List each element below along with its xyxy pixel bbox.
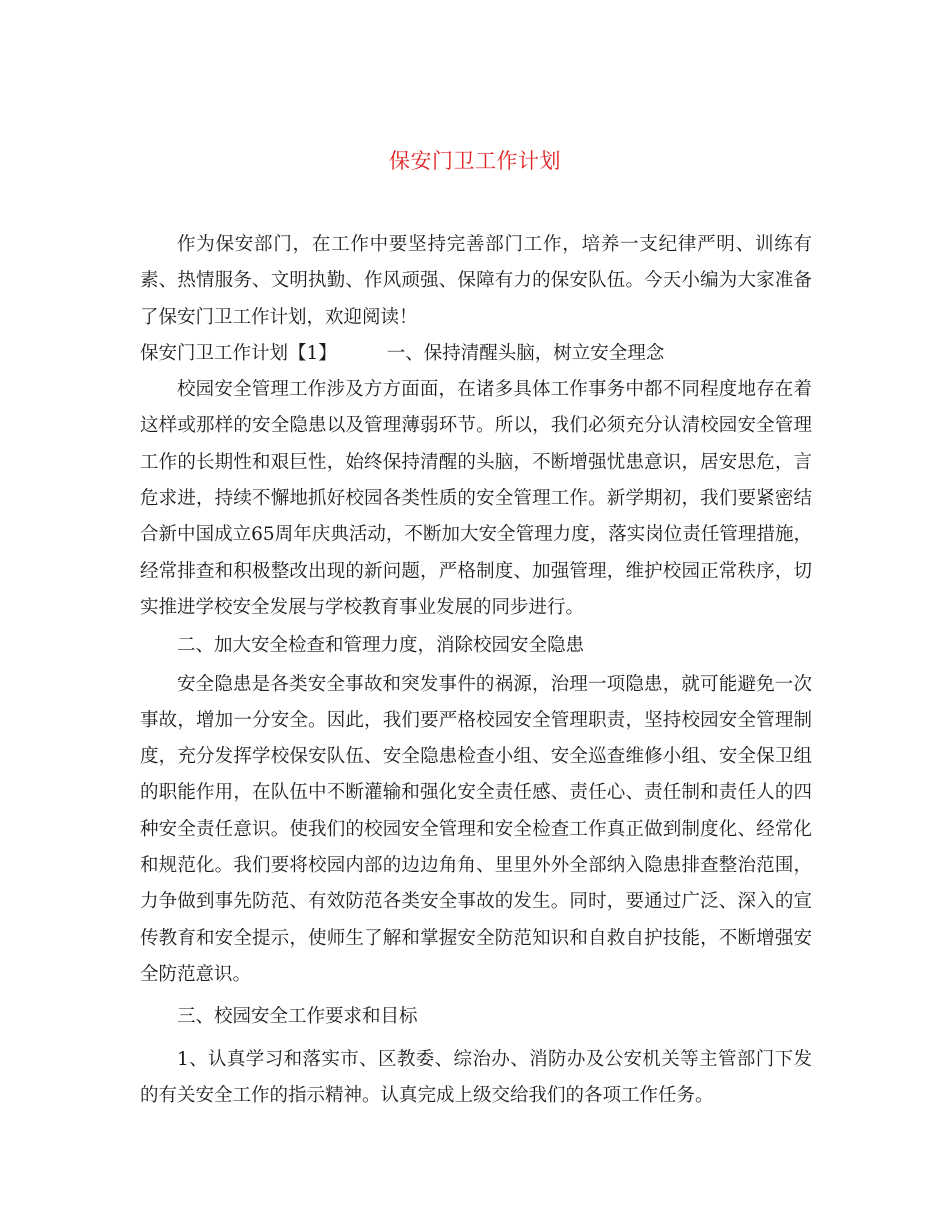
section1-paragraph: 校园安全管理工作涉及方方面面，在诸多具体工作事务中都不同程度地存在着这样或那样的安全隐患以及管理薄弱环节。所以，我们必须充分认清校园安全管理工作的长期性和艰巨性，始终保持清醒的头脑，不断增强忧患意识，居安思危，言危求进，持续不懈地抓好校园各类性质的安全管理工作。新学期初，我们要紧密结合新中国成立65周年庆典活动，不断加大安全管理力度，落实岗位责任管理措施，经常排查和积极整改出现的新问题，严格制度、加强管理，维护校园正常秩序，切实推进学校安全发展与学校教育事业发展的同步进行。 [140, 379, 812, 618]
section2-paragraph: 安全隐患是各类安全事故和突发事件的祸源，治理一项隐患，就可能避免一次事故，增加一分安全。因此，我们要严格校园安全管理职责，坚持校园安全管理制度，充分发挥学校保安队伍、安全隐患检查小组、安全巡查维修小组、安全保卫组的职能作用，在队伍中不断灌输和强化安全责任感、责任心、责任制和责任人的四种安全责任意识。使我们的校园安全管理和安全检查工作真正做到制度化、经常化和规范化。我们要将校园内部的边边角角、里里外外全部纳入隐患排查整治范围，力争做到事先防范、有效防范各类安全事故的发生。同时，要通过广泛、深入的宣传教育和安全提示，使师生了解和掌握安全防范知识和自救自护技能，不断增强安全防范意识。 [140, 673, 812, 985]
section3-item-1: 1、认真学习和落实市、区教委、综治办、消防办及公安机关等主管部门下发的有关安全工作的指示精神。认真完成上级交给我们的各项工作任务。 [140, 1048, 812, 1106]
intro-paragraph: 作为保安部门，在工作中要坚持完善部门工作，培养一支纪律严明、训练有素、热情服务、文明执勤、作风顽强、保障有力的保安队伍。今天小编为大家准备了保安门卫工作计划，欢迎阅读！ [140, 234, 812, 328]
section1-heading: 一、保持清醒头脑，树立安全理念 [386, 342, 665, 364]
document-body [140, 227, 812, 1114]
plan-heading-line [140, 336, 812, 372]
section3-heading: 三、校园安全工作要求和目标 [177, 1006, 418, 1028]
section2-heading: 二、加大安全检查和管理力度，消除校园安全隐患 [177, 635, 585, 657]
document-title: 保安门卫工作计划 [389, 149, 561, 173]
plan-heading: 保安门卫工作计划【1】 [140, 342, 337, 364]
